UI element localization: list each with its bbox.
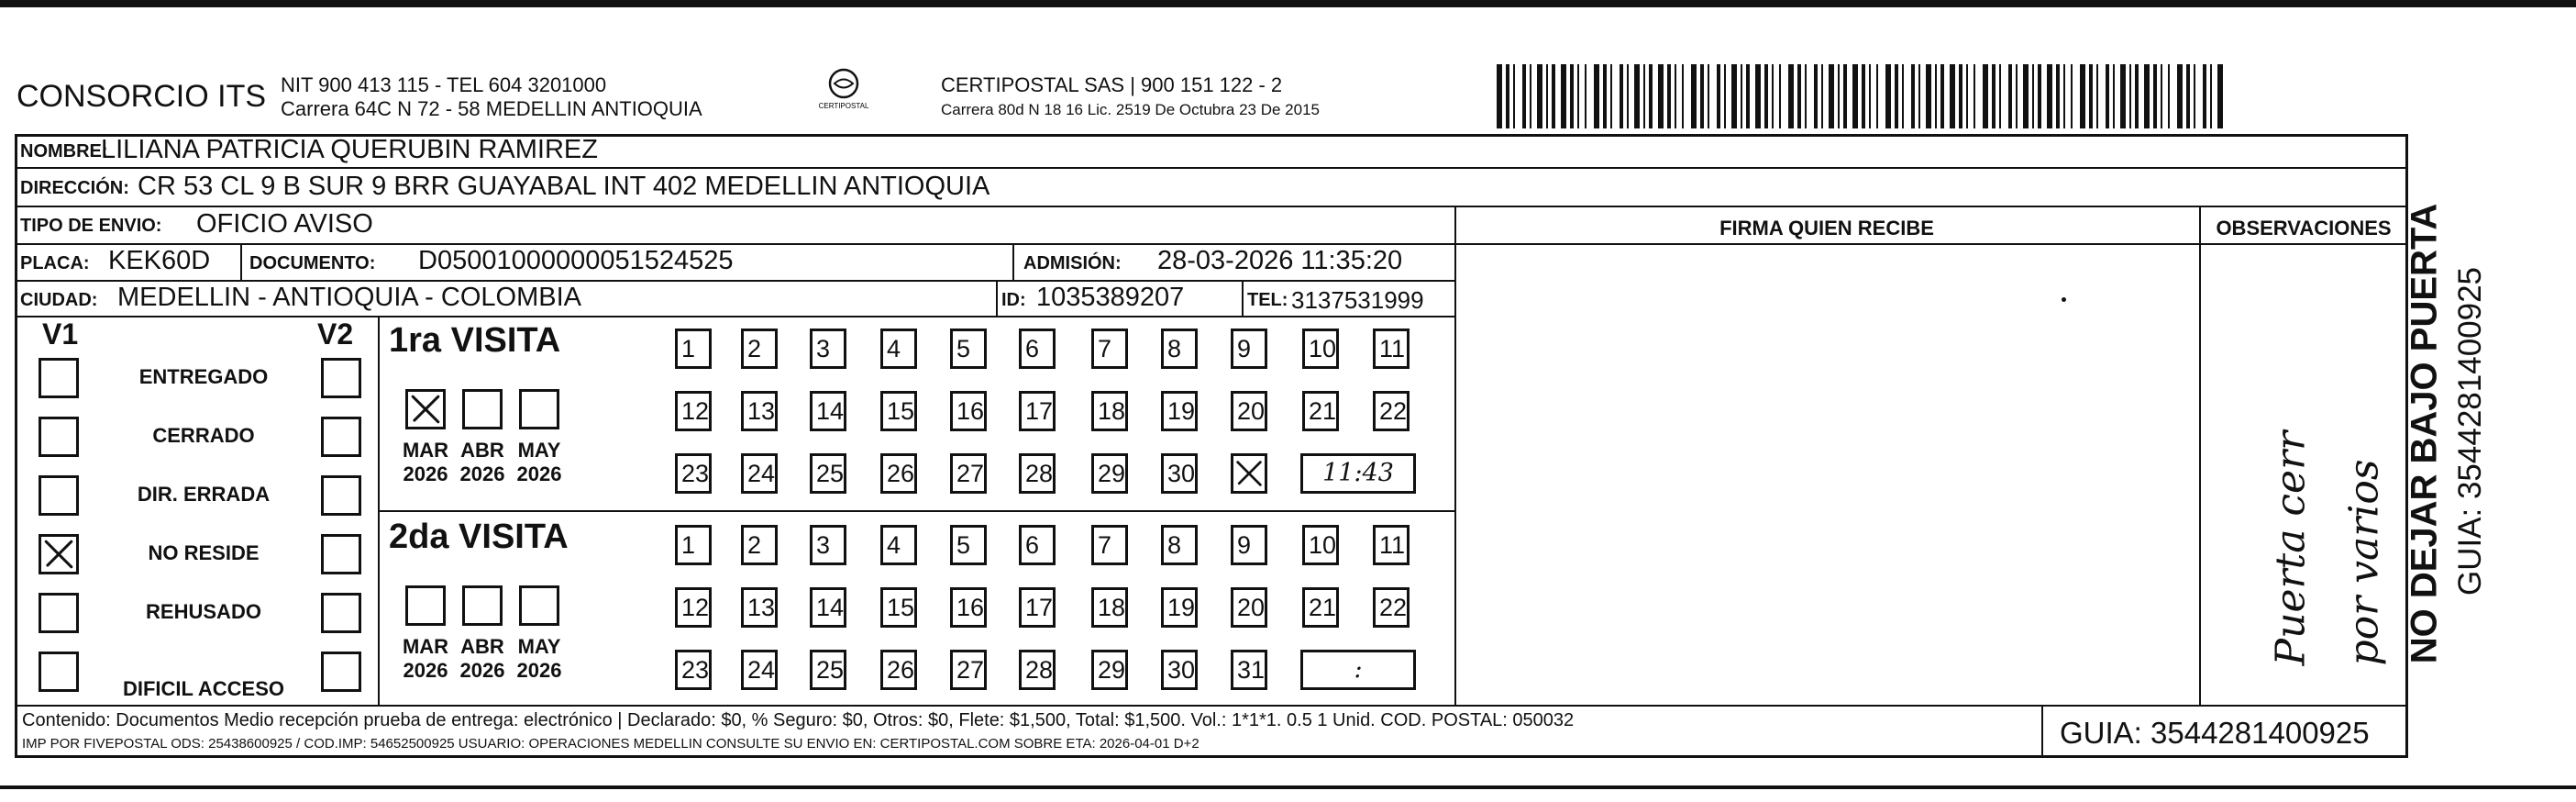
visit2-day-28[interactable]: 28 [1019,650,1056,690]
frame-bottom [15,755,2408,758]
top-border [0,0,2576,7]
visit1-day-18[interactable]: 18 [1091,391,1128,431]
visit1-year-label: 2026 [403,462,448,485]
carrier-info-2: Carrera 80d N 18 16 Lic. 2519 De Octubra 23 De 2015 [941,101,1320,118]
visit1-day-5[interactable]: 5 [950,329,987,369]
visit2-month-label: MAY [517,635,561,658]
visit2-day-23[interactable]: 23 [675,650,712,690]
tipo-envio-label: TIPO DE ENVIO: [20,216,162,236]
visit2-day-27[interactable]: 27 [950,650,987,690]
v1-checkbox-3[interactable] [39,534,79,574]
visit2-day-18[interactable]: 18 [1091,587,1128,628]
visit1-day-15[interactable]: 15 [880,391,917,431]
side-guia: GUIA: 3544281400925 [2452,266,2488,596]
visit2-year-label: 2026 [516,659,562,682]
nombre-label: NOMBRE: [20,141,108,162]
visit2-day-11[interactable]: 11 [1373,525,1410,565]
visit2-month-label: MAR [402,635,449,658]
handwritten-line-1: Puerta cerr [2267,430,2315,666]
visit1-day-1[interactable]: 1 [675,329,712,369]
visit2-day-12[interactable]: 12 [675,587,712,628]
visit1-month-label: MAR [402,439,449,462]
visit1-day-28[interactable]: 28 [1019,453,1056,494]
visit1-day-12[interactable]: 12 [675,391,712,431]
visit1-month-label: MAY [517,439,561,462]
v1-checkbox-2[interactable] [39,475,79,516]
visit1-day-16[interactable]: 16 [950,391,987,431]
ciudad-value: MEDELLIN - ANTIOQUIA - COLOMBIA [117,283,581,312]
visit2-day-13[interactable]: 13 [741,587,778,628]
documento-value: D05001000000051524525 [418,246,734,275]
status-option-label: REHUSADO [146,600,261,623]
visit2-day-10[interactable]: 10 [1302,525,1339,565]
visit2-day-26[interactable]: 26 [880,650,917,690]
visit1-month-checkbox-0[interactable] [405,389,446,429]
visit1-day-27[interactable]: 27 [950,453,987,494]
direccion-label: DIRECCIÓN: [20,178,129,198]
visit2-day-17[interactable]: 17 [1019,587,1056,628]
visit2-month-checkbox-2[interactable] [519,585,559,626]
status-option-label: NO RESIDE [148,541,260,564]
frame-left [15,134,17,758]
visit2-day-25[interactable]: 25 [810,650,846,690]
company-info-2: Carrera 64C N 72 - 58 MEDELLIN ANTIOQUIA [281,97,702,120]
visit1-day-8[interactable]: 8 [1161,329,1198,369]
visit2-day-4[interactable]: 4 [880,525,917,565]
admision-value: 28-03-2026 11:35:20 [1157,246,1403,275]
company-info-1: NIT 900 413 115 - TEL 604 3201000 [281,73,607,96]
visit1-month-checkbox-2[interactable] [519,389,559,429]
visit2-day-31[interactable]: 31 [1231,650,1267,690]
visit2-month-label: ABR [460,635,504,658]
ciudad-label: CIUDAD: [20,290,98,310]
barcode [1497,64,2226,128]
visit1-day-24[interactable]: 24 [741,453,778,494]
v2-label: V2 [317,317,354,351]
visit1-month-checkbox-1[interactable] [462,389,503,429]
visit1-day-11[interactable]: 11 [1373,329,1410,369]
placa-value: KEK60D [108,246,211,275]
visit1-title: 1ra VISITA [389,321,561,360]
v1-checkbox-1[interactable] [39,417,79,457]
company-name: CONSORCIO ITS [17,79,267,114]
visit1-day-25[interactable]: 25 [810,453,846,494]
visit1-day-4[interactable]: 4 [880,329,917,369]
admision-label: ADMISIÓN: [1023,253,1122,273]
visit2-day-15[interactable]: 15 [880,587,917,628]
direccion-value: CR 53 CL 9 B SUR 9 BRR GUAYABAL INT 402 MEDELLIN ANTIOQUIA [138,172,990,201]
tel-label: TEL: [1247,290,1288,310]
v2-checkbox-3[interactable] [321,534,361,574]
visit1-day-2[interactable]: 2 [741,329,778,369]
firma-header: FIRMA QUIEN RECIBE [1719,217,1934,239]
visit1-day-22[interactable]: 22 [1373,391,1410,431]
id-label: ID: [1001,290,1026,310]
visit2-day-8[interactable]: 8 [1161,525,1198,565]
visit1-day-14[interactable]: 14 [810,391,846,431]
v2-checkbox-5[interactable] [321,652,361,692]
visit2-day-7[interactable]: 7 [1091,525,1128,565]
visit2-day-24[interactable]: 24 [741,650,778,690]
footer-guia: GUIA: 3544281400925 [2060,716,2370,750]
visit2-day-19[interactable]: 19 [1161,587,1198,628]
visit2-title: 2da VISITA [389,518,569,556]
visit2-day-6[interactable]: 6 [1019,525,1056,565]
handwritten-line-2: por varios [2340,459,2388,666]
placa-label: PLACA: [20,253,90,273]
visit1-month-label: ABR [460,439,504,462]
footer-line-1: Contenido: Documentos Medio recepción prueba de entrega: electrónico | Declarado: $0, % Seguro: $0, Otros: $0, Flete: $1,500, Total: $1,500. Vol.: 1*1*1. 0.5 1 Unid. COD. POSTAL: 050032 [22,710,1575,730]
v2-checkbox-2[interactable] [321,475,361,516]
visit1-day-23[interactable]: 23 [675,453,712,494]
visit2-day-3[interactable]: 3 [810,525,846,565]
documento-label: DOCUMENTO: [249,253,376,273]
tel-value: 3137531999 [1291,286,1424,314]
visit1-day-9[interactable]: 9 [1231,329,1267,369]
visit1-day-21[interactable]: 21 [1302,391,1339,431]
v1-checkbox-0[interactable] [39,358,79,398]
v2-checkbox-0[interactable] [321,358,361,398]
visit2-day-21[interactable]: 21 [1302,587,1339,628]
status-option-label: DIR. ERRADA [137,483,271,506]
visit1-time-box[interactable]: 11:43 [1300,453,1416,494]
visit1-day-31[interactable] [1231,453,1267,494]
visit2-day-2[interactable]: 2 [741,525,778,565]
visit1-day-3[interactable]: 3 [810,329,846,369]
visit1-day-29[interactable]: 29 [1091,453,1128,494]
visit2-day-30[interactable]: 30 [1161,650,1198,690]
v2-checkbox-1[interactable] [321,417,361,457]
visit1-day-17[interactable]: 17 [1019,391,1056,431]
visit2-day-29[interactable]: 29 [1091,650,1128,690]
visit2-day-14[interactable]: 14 [810,587,846,628]
tipo-envio-value: OFICIO AVISO [196,209,373,239]
visit2-day-22[interactable]: 22 [1373,587,1410,628]
side-warning: NO DEJAR BAJO PUERTA [2404,203,2445,664]
nombre-value: LILIANA PATRICIA QUERUBIN RAMIREZ [101,135,598,164]
id-value: 1035389207 [1036,283,1185,312]
observaciones-header: OBSERVACIONES [2216,217,2392,239]
status-option-label: ENTREGADO [138,365,269,388]
visit1-day-7[interactable]: 7 [1091,329,1128,369]
visit2-month-checkbox-0[interactable] [405,585,446,626]
visit1-day-19[interactable]: 19 [1161,391,1198,431]
visit1-year-label: 2026 [459,462,505,485]
status-option-label: CERRADO [152,424,255,447]
bottom-rule [0,785,2576,789]
visit1-year-label: 2026 [516,462,562,485]
visit1-day-30[interactable]: 30 [1161,453,1198,494]
observaciones-handwriting [2214,312,2397,697]
v1-label: V1 [42,317,79,351]
visit2-day-16[interactable]: 16 [950,587,987,628]
visit2-day-1[interactable]: 1 [675,525,712,565]
visit1-day-6[interactable]: 6 [1019,329,1056,369]
visit2-month-checkbox-1[interactable] [462,585,503,626]
visit1-day-20[interactable]: 20 [1231,391,1267,431]
footer-line-2: IMP POR FIVEPOSTAL ODS: 25438600925 / COD.IMP: 54652500925 USUARIO: OPERACIONES MEDELLIN CONSULTE SU ENVIO EN: CERTIPOSTAL.COM SOBRE ETA: 2026-04-01 D+2 [22,736,1200,752]
visit2-year-label: 2026 [459,659,505,682]
visit2-day-5[interactable]: 5 [950,525,987,565]
ink-dot [2062,297,2066,302]
v1-checkbox-4[interactable] [39,593,79,633]
visit2-day-20[interactable]: 20 [1231,587,1267,628]
visit1-day-13[interactable]: 13 [741,391,778,431]
visit2-year-label: 2026 [403,659,448,682]
status-option-label: DIFICIL ACCESO [122,677,284,700]
certipostal-logo [807,68,880,114]
visit2-time-box[interactable]: : [1300,650,1416,690]
visit1-day-10[interactable]: 10 [1302,329,1339,369]
logo-text: CERTIPOSTAL [818,102,869,110]
carrier-info-1: CERTIPOSTAL SAS | 900 151 122 - 2 [941,73,1283,96]
v2-checkbox-4[interactable] [321,593,361,633]
v1-checkbox-5[interactable] [39,652,79,692]
visit1-day-26[interactable]: 26 [880,453,917,494]
visit2-day-9[interactable]: 9 [1231,525,1267,565]
